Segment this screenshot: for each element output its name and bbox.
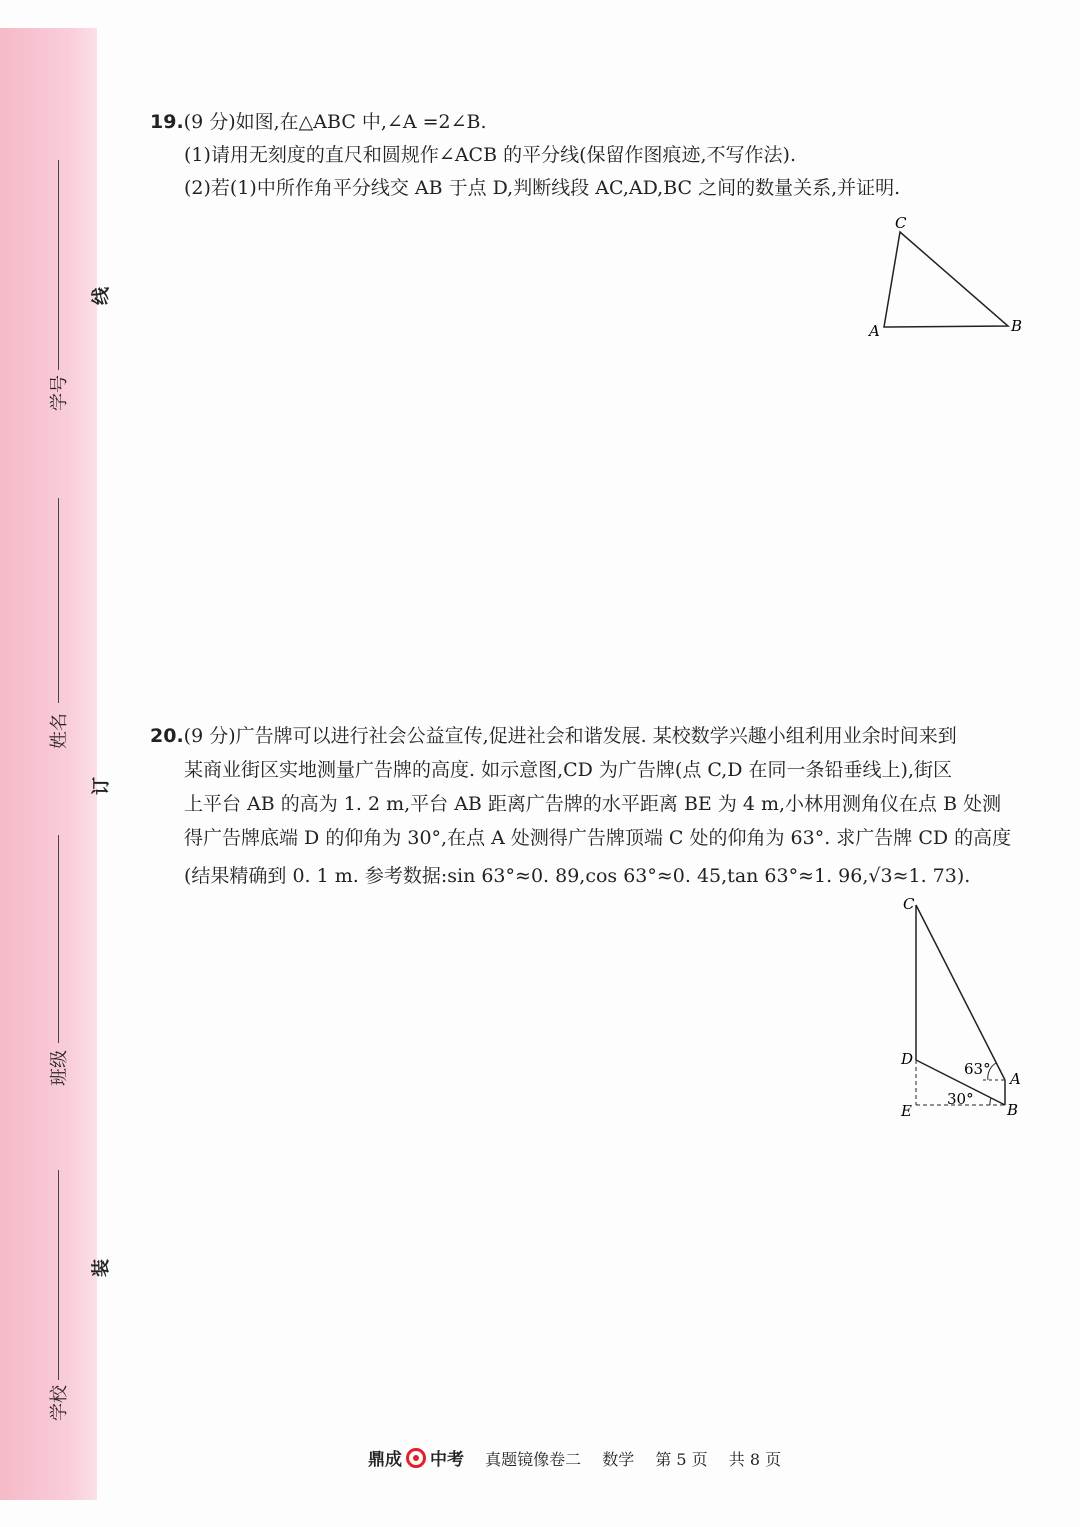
question-text-line: 上平台 AB 的高为 1. 2 m,平台 AB 距离广告牌的水平距离 BE 为 4 m,小林用测角仪在点 B 处测: [184, 793, 1002, 815]
question-text-line: (结果精确到 0. 1 m. 参考数据:sin 63°≈0. 89,cos 63°≈0. 45,tan 63°≈1. 96,√3≈1. 73).: [184, 865, 971, 887]
page-total: 共 8 页: [728, 1450, 782, 1469]
billboard-figure: [900, 895, 1021, 1120]
brand-text: 中考: [430, 1450, 464, 1470]
field-label-school: 学校: [49, 1385, 70, 1421]
cut-mark: 装: [91, 1259, 112, 1277]
question-number: 20.: [150, 725, 184, 747]
subject: 数学: [602, 1450, 635, 1469]
question-number: 19.: [150, 111, 184, 133]
question-part: (2)若(1)中所作角平分线交 AB 于点 D,判断线段 AC,AD,BC 之间的数量关系,并证明.: [184, 177, 901, 199]
field-label-student-id: 学号: [49, 375, 70, 411]
label-b: B: [1011, 317, 1023, 335]
label-e: E: [901, 1102, 912, 1120]
field-label-class: 班级: [49, 1050, 70, 1086]
question-20: [150, 719, 1011, 893]
angle-30-label: 30°: [947, 1090, 974, 1108]
question-stem: (9 分)如图,在△ABC 中,∠A =2∠B.: [183, 111, 487, 133]
page-number: 第 5 页: [655, 1450, 708, 1469]
cut-mark: 线: [91, 287, 112, 305]
label-d: D: [901, 1050, 914, 1068]
triangle-abc-figure: [867, 214, 1022, 340]
label-a: A: [1010, 1070, 1021, 1088]
angle-63-label: 63°: [964, 1060, 991, 1078]
question-text-line: 某商业街区实地测量广告牌的高度. 如示意图,CD 为广告牌(点 C,D 在同一条铅垂线上),街区: [184, 759, 953, 781]
brand-text: 鼎成: [368, 1450, 402, 1470]
question-text-line: 得广告牌底端 D 的仰角为 30°,在点 A 处测得广告牌顶端 C 处的仰角为 63°. 求广告牌 CD 的高度: [184, 827, 1012, 849]
cut-mark: 订: [91, 777, 112, 795]
label-b: B: [1007, 1101, 1019, 1119]
label-c: C: [903, 895, 915, 913]
field-label-name: 姓名: [49, 713, 70, 749]
question-part: (1)请用无刻度的直尺和圆规作∠ACB 的平分线(保留作图痕迹,不写作法).: [184, 144, 797, 166]
target-logo-icon: [406, 1448, 426, 1468]
label-c: C: [895, 214, 907, 232]
question-text-line: (9 分)广告牌可以进行社会公益宣传,促进社会和谐发展. 某校数学兴趣小组利用业余时间来到: [183, 725, 957, 747]
paper-series: 真题镜像卷二: [485, 1450, 582, 1469]
page-footer: [368, 1445, 797, 1470]
label-a: A: [869, 322, 880, 340]
